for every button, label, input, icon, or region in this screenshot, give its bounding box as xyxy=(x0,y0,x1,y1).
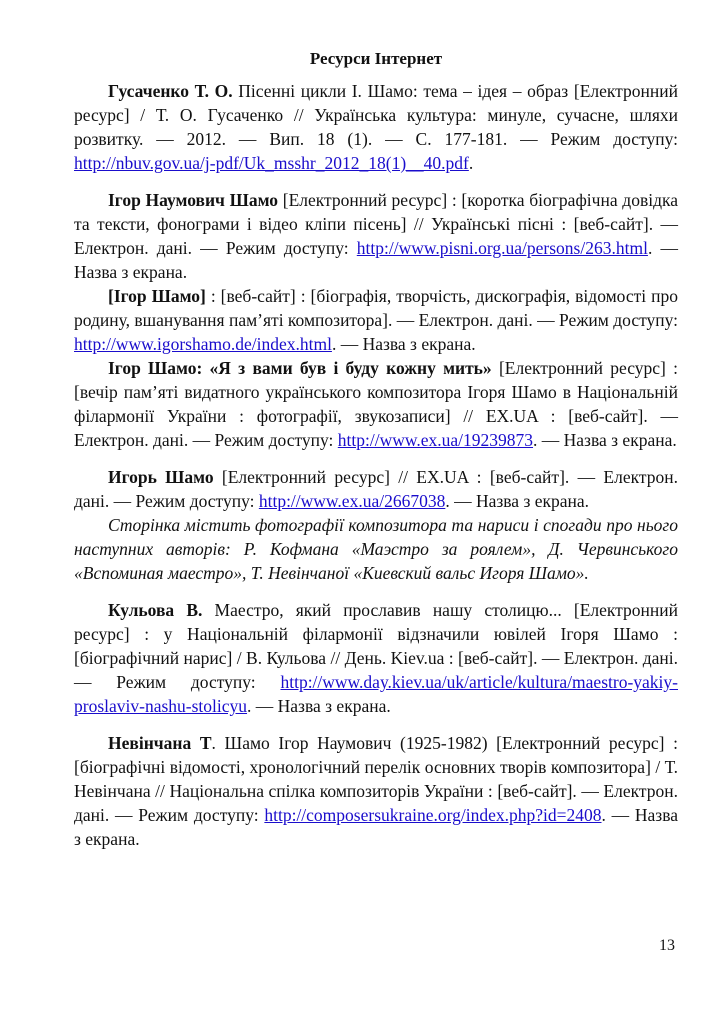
entry-link[interactable]: http://www.day.kiev.ua/uk/article/kultura/maestro-yakiy-proslaviv-nashu-stolicyu xyxy=(74,672,678,716)
entry-author: Кульова В. xyxy=(108,600,203,620)
entry-link[interactable]: http://www.pisni.org.ua/persons/263.html xyxy=(356,238,648,258)
entry-text: [Електронний ресурс] // EX.UA : [веб-сайт]. — Електрон. дані. — Режим доступу: xyxy=(74,467,678,511)
entry-author: Невінчана Т xyxy=(108,733,212,753)
entry-author: Гусаченко Т. О. xyxy=(108,81,233,101)
entry-after: . — Назва з екрана. xyxy=(533,430,677,450)
entry-author: Игорь Шамо xyxy=(108,467,214,487)
entry-text: [Електронний ресурс] : [коротка біографічна довідка та тексти, фонограми і відео кліпи пісень] // Українські пісні : [веб-сайт]. — Електрон. дані. — Режим доступу: xyxy=(74,190,678,258)
bib-entry-4 xyxy=(74,356,678,452)
entry-link[interactable]: http://www.ex.ua/2667038 xyxy=(258,491,446,511)
entry-after: . xyxy=(468,153,474,173)
bib-entry-1 xyxy=(74,79,678,175)
entry-after: . — Назва з екрана. xyxy=(247,696,391,716)
entry-link[interactable]: http://composersukraine.org/index.php?id=2408 xyxy=(264,805,602,825)
page-title: Ресурси Інтернет xyxy=(309,49,443,68)
entry-text: Пісенні цикли І. Шамо: тема – ідея – образ [Електронний ресурс] / Т. О. Гусаченко // Українська культура: минуле, сучасне, шляхи розвитку. — 2012. — Вип. 18 (1). — С. 177-181. — Режим доступу: xyxy=(74,81,678,149)
bib-entry-6 xyxy=(74,598,678,718)
entry-author: Ігор Наумович Шамо xyxy=(108,190,279,210)
entry-text: [Електронний ресурс] : [вечір пам’яті видатного українського композитора Ігоря Шамо в Національній філармонії України : фотографії, звукозаписи] // EX.UA : [веб-сайт]. — Електрон. дані. — Режим доступу: xyxy=(74,358,678,450)
bib-entry-2 xyxy=(74,188,678,284)
document-page xyxy=(74,48,678,851)
entry-author: [Ігор Шамо] xyxy=(108,286,206,306)
entry-author: Ігор Шамо: «Я з вами був і буду кожну мить» xyxy=(108,358,492,378)
entry-after: . — Назва з екрана. xyxy=(74,238,678,282)
entry-link[interactable]: http://www.igorshamo.de/index.html xyxy=(74,334,332,354)
bib-entry-5 xyxy=(74,465,678,513)
bib-entry-7 xyxy=(74,731,678,851)
entry-after: . — Назва з екрана. xyxy=(445,491,590,511)
entry-after: . — Назва з екрана. xyxy=(74,805,678,849)
entry-annotation: Сторінка містить фотографії композитора та нариси і спогади про нього наступних авторів: Р. Кофмана «Маэстро за роялем», Д. Червинського «Вспоминая маестро», Т. Невінчаної «Киевский вальс Игоря Шамо». xyxy=(74,515,678,583)
entry-text: Маестро, який прославив нашу столицю... [Електронний ресурс] : у Національній філармонії відзначили ювілей Ігоря Шамо : [біографічний нарис] / В. Кульова // День. Kiev.ua : [веб-сайт]. — Електрон. дані. — Режим доступу: xyxy=(74,600,678,692)
entry-after: . — Назва з екрана. xyxy=(331,334,476,354)
bib-entry-3 xyxy=(74,284,678,356)
page-number: 13 xyxy=(659,937,675,954)
entry-text: : [веб-сайт] : [біографія, творчість, дискографія, відомості про родину, вшанування пам’яті композитора]. — Електрон. дані. — Режим доступу: xyxy=(74,286,678,330)
entry-link[interactable]: http://www.ex.ua/19239873 xyxy=(337,430,534,450)
entry-text: . Шамо Ігор Наумович (1925-1982) [Електронний ресурс] : [біографічні відомості, хронологічний перелік основних творів композитора] / Т. Невінчана // Національна спілка композиторів України : [веб-сайт]. — Електрон. дані. — Режим доступу: xyxy=(74,733,678,825)
entry-link[interactable]: http://nbuv.gov.ua/j-pdf/Uk_msshr_2012_18(1)__40.pdf xyxy=(74,153,469,173)
